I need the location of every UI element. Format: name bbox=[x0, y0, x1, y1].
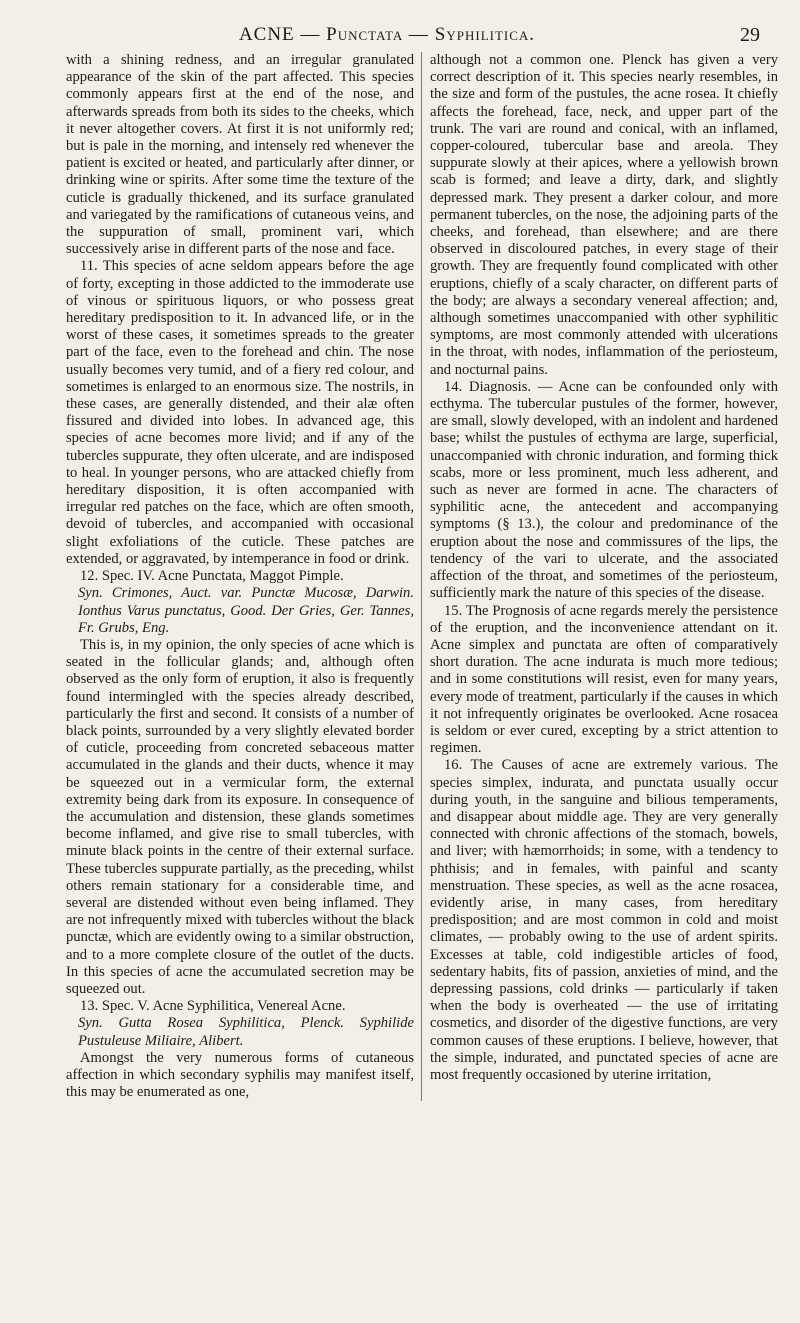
heading-section-13: 13. Spec. V. Acne Syphilitica, Venereal Acne. bbox=[80, 998, 346, 1015]
paragraph-section-11: 11. This species of acne seldom appears before the age of forty, excepting in those addicted to the immoderate use of vinous or spirituous liquors, or who possess great hereditary predisposition to it. In advanced life, or in the worst of these cases, it sometimes spreads to the greater part of the face, even to the forehead and chin. The nose usually becomes very tumid, and of a fiery red colour, and sometimes is enlarged to an enormous size. The nostrils, in these cases, are generally distended, and their alæ often fissured and divided into lobes. In advanced age, this species of acne becomes more livid; and if any of the tubercles suppurate, they often ulcerate, and are indisposed to heal. In younger persons, who are attacked chiefly from hereditary disposition, it is often accompanied with irregular red patches on the face, which are often smooth, devoid of tubercles, and accompanied with occasional slight exfoliations of the cuticle. These patches are extended, or aggravated, by intemperance in food or drink. bbox=[66, 258, 414, 567]
page-number: 29 bbox=[740, 24, 760, 46]
heading-section-12: 12. Spec. IV. Acne Punctata, Maggot Pimple. bbox=[80, 568, 344, 585]
paragraph: with a shining redness, and an irregular granulated appearance of the skin of the part affected. This species commonly appears first at the end of the nose, and afterwards spreads from both its sides to the cheeks, which it never altogether covers. At first it is not uniformly red; but is pale in the morning, and intensely red whenever the patient is excited or heated, and particularly after dinner, or drinking wine or spirits. After some time the texture of the cuticle is gradually thickened, and its surface granulated and variegated by the ramifications of cutaneous veins, and the suppuration of small, prominent vari, which successively arise in different parts of the nose and face. bbox=[66, 52, 414, 258]
right-column bbox=[421, 52, 778, 1101]
page-header bbox=[66, 18, 778, 52]
paragraph-section-14-diagnosis: 14. Diagnosis. — Acne can be confounded only with ecthyma. The tubercular pustules of the former, however, are small, slowly developed, with an indolent and hardened base; whilst the pustules of ecthyma are large, superficial, unaccompanied with chronic induration, and forming thick scabs, more or less prominent, much less adherent, and such as never are formed in acne. The characters of syphilitic acne, the antecedent and accompanying symptoms (§ 13.), the colour and predominance of the eruption about the nose and commissures of the lips, the tendency of the vari to ulcerate, and the associated affection of the throat, and sometimes of the periosteum, sufficiently mark the nature of this species of the disease. bbox=[430, 378, 778, 602]
paragraph: although not a common one. Plenck has given a very correct description of it. This species nearly resembles, in the size and form of the pustules, the acne rosea. It chiefly affects the forehead, face, neck, and upper part of the trunk. The vari are round and conical, with an inflamed, copper-coloured, tubercular base and areola. They suppurate slowly at their apices, where a yellowish brown scab is formed; and leave a dirty, dark, and slightly depressed mark. They present a darker colour, and more permanent tubercles, on the nose, the adjoining parts of the cheeks, and forehead, than elsewhere; and are there observed in discoloured patches, in every stage of their growth. They are frequently found complicated with other eruptions, chiefly of a scaly character, on different parts of the body; are always a secondary venereal affection; and, although sometimes unaccompanied with other syphilitic symptoms, are most commonly attended with ulcerations in the throat, with nodes, inflammation of the periosteum, and nocturnal pains. bbox=[430, 52, 778, 378]
synonyms-acne-punctata: Syn. Crimones, Auct. var. Punctæ Mucosæ, Darwin. Ionthus Varus punctatus, Good. Der Gries, Ger. Tannes, Fr. Grubs, Eng. bbox=[78, 585, 414, 636]
paragraph: This is, in my opinion, the only species of acne which is seated in the follicular glands; and, although often observed as the only form of eruption, it also is frequently found intermingled with the species already described, particularly the first and second. It consists of a number of black points, surrounded by a very slightly elevated border of cuticle, proceeding from concreted sebaceous matter accumulated in the glands and their ducts, whence it may be squeezed out in a vermicular form, the external extremity being dark from its exposure. In consequence of the accumulation and distension, these glands sometimes become inflamed, and give rise to small tubercles, with minute black points in the centre of their external surface. These tubercles suppurate partially, as the preceding, whilst others remain stationary for a considerable time, and several are distended without even being inflamed. They are not infrequently mixed with tubercles without the black punctæ, which are evidently owing to a similar obstruction, and to a more complete closure of the outlet of the ducts. In this species of acne the accumulated secretion may be squeezed out. bbox=[66, 636, 414, 997]
paragraph-section-16-causes: 16. The Causes of acne are extremely various. The species simplex, indurata, and punctata usually occur during youth, in the sanguine and bilious temperaments, and disappear about middle age. They are very generally connected with chronic affections of the stomach, bowels, and liver; with hæmorrhoids; in some, with a tendency to phthisis; and in females, with painful and scanty menstruation. These species, as well as the acne rosacea, evidently arise, in many cases, from hereditary predisposition; and are most common in cold and moist climates, — probably owing to the use of ardent spirits. Excesses at table, cold indigestible articles of food, sedentary habits, fits of passion, anxieties of mind, and the depressing passions, cold drinks — particularly if taken when the body is overheated — the use of irritating cosmetics, and disorder of the digestive functions, are very common causes of these eruptions. I believe, however, that the simple, indurated, and punctated species of acne are most frequently occasioned by uterine irritation, bbox=[430, 757, 778, 1083]
paragraph-section-15-prognosis: 15. The Prognosis of acne regards merely the persistence of the eruption, and the inconvenience attendant on it. Acne simplex and punctata are often of comparatively short duration. The acne indurata is much more tedious; and in some constitutions will resist, even for many years, every mode of treatment, particularly if the causes in which it not infrequently originates be overlooked. Acne rosacea is seldom or ever cured, excepting by a strict attention to regimen. bbox=[430, 602, 778, 757]
synonyms-acne-syphilitica: Syn. Gutta Rosea Syphilitica, Plenck. Syphilide Pustuleuse Miliaire, Alibert. bbox=[78, 1015, 414, 1049]
paragraph: Amongst the very numerous forms of cutaneous affection in which secondary syphilis may manifest itself, this may be enumerated as one, bbox=[66, 1049, 414, 1101]
text-columns bbox=[66, 52, 778, 1101]
running-head: ACNE — Punctata — Syphilitica. bbox=[238, 24, 536, 45]
left-column bbox=[66, 52, 421, 1101]
